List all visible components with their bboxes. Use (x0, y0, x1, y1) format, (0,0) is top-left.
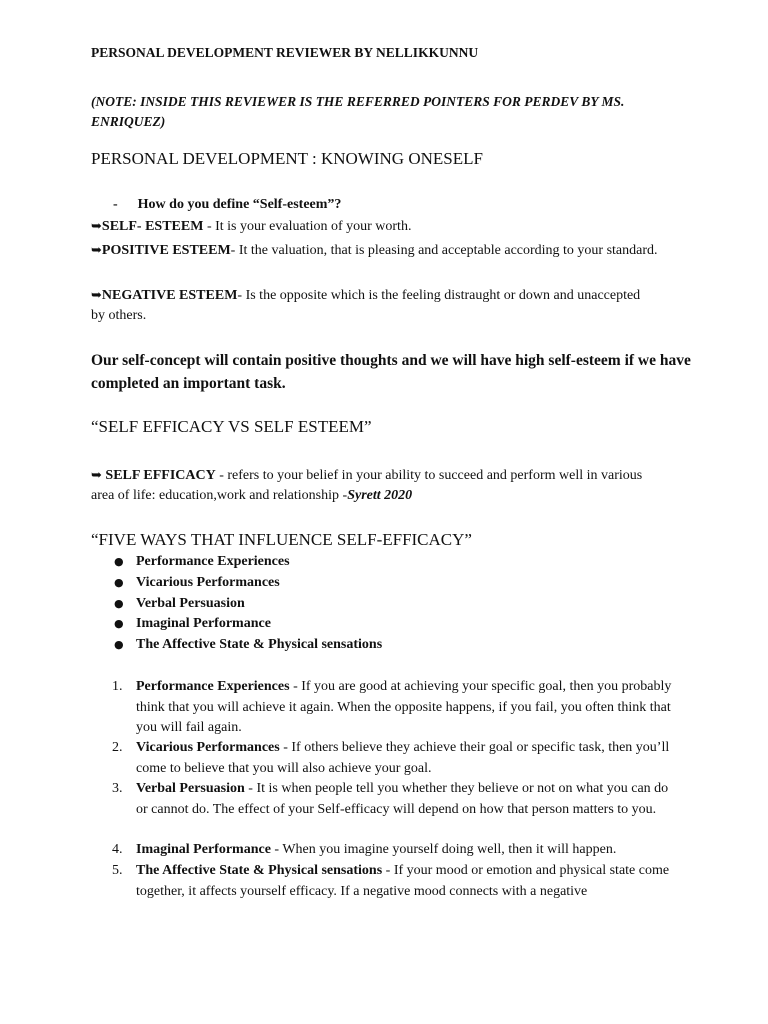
citation: Syrett 2020 (347, 488, 413, 503)
section-heading-knowing-oneself: PERSONAL DEVELOPMENT : KNOWING ONESELF (91, 149, 483, 168)
arrow-icon: ➥ (91, 243, 102, 258)
item-text: - If your mood or emotion and physical state come together, it affects yourself efficacy. If a negative mood connects with a negative (136, 863, 670, 899)
arrow-icon: ➥ (91, 288, 102, 303)
section-heading-five-ways: “FIVE WAYS THAT INFLUENCE SELF-EFFICACY” (91, 530, 472, 549)
definition-term: SELF- ESTEEM (101, 219, 204, 234)
definition-term: POSITIVE ESTEEM (101, 243, 231, 258)
bullet-icon: ● (114, 555, 124, 568)
item-text: - If you are good at achieving your specific goal, then you probably think that you will achieve it again. When the opposite happens, if you fail, you often think that you will fail again. (136, 679, 672, 735)
item-body (136, 677, 681, 739)
item-body (136, 779, 681, 820)
definition-self-efficacy (91, 466, 661, 506)
item-text: - It is when people tell you whether they believe or not on what you can do or cannot do. The effect of your Self-efficacy will depend on how that person matters to you. (136, 781, 669, 817)
definition-text: - Is the opposite which is the feeling distraught or down and unaccepted by others. (91, 288, 641, 323)
question-text: How do you define “Self-esteem”? (137, 197, 342, 212)
bullet-icon: ● (114, 617, 124, 631)
bullet-icon: ● (114, 638, 124, 652)
list-item: ● Performance Experiences (136, 552, 382, 573)
definition-text: - It is your evaluation of your worth. (203, 219, 412, 234)
item-body (136, 840, 681, 861)
list-item: ● Imaginal Performance (136, 614, 382, 635)
reviewer-note: (NOTE: INSIDE THIS REVIEWER IS THE REFERRED POINTERS FOR PERDEV BY MS. ENRIQUEZ) (91, 94, 625, 129)
document-title: PERSONAL DEVELOPMENT REVIEWER BY NELLIKKUNNU (91, 45, 479, 60)
arrow-icon: ➥ (91, 468, 102, 483)
item-number: 3. (112, 781, 123, 796)
arrow-icon: ➥ (91, 219, 102, 234)
definition-positive-esteem (91, 241, 671, 261)
definition-text: - It the valuation, that is pleasing and acceptable according to your standard. (230, 243, 658, 258)
item-number: 4. (112, 842, 123, 857)
question-dash: - (113, 197, 118, 212)
self-concept-statement: Our self-concept will contain positive thoughts and we will have high self-esteem if we have completed an important task. (91, 352, 691, 392)
item-number: 1. (112, 679, 123, 694)
definition-self-esteem (91, 217, 411, 237)
item-body (136, 861, 681, 902)
section-heading-efficacy-vs-esteem: “SELF EFFICACY VS SELF ESTEEM” (91, 417, 372, 436)
item-number: 2. (112, 740, 123, 755)
definition-text: - refers to your belief in your ability to succeed and perform well in various area of life: education,work and relationship - (91, 468, 643, 503)
definition-term: NEGATIVE ESTEEM (101, 288, 238, 303)
item-term: Imaginal Performance (136, 842, 271, 857)
list-item: ● Vicarious Performances (136, 573, 382, 594)
item-text: - If others believe they achieve their goal or specific task, then you’ll come to believe that you will also achieve your goal. (136, 740, 670, 776)
question-line (113, 195, 341, 215)
bullet-icon: ● (114, 575, 124, 589)
definition-negative-esteem (91, 286, 651, 326)
item-body (136, 738, 681, 779)
five-ways-bullet-list (114, 552, 383, 656)
item-text: - When you imagine yourself doing well, then it will happen. (270, 842, 617, 857)
item-term: The Affective State & Physical sensations (136, 863, 383, 878)
item-term: Vicarious Performances (136, 740, 280, 755)
item-number: 5. (112, 863, 123, 878)
bullet-icon: ● (114, 596, 124, 610)
definition-term: SELF EFFICACY (105, 468, 216, 483)
list-item: ● Verbal Persuasion (136, 594, 382, 615)
item-term: Performance Experiences (136, 679, 290, 694)
item-term: Verbal Persuasion (136, 781, 245, 796)
list-item: ● The Affective State & Physical sensations (136, 635, 382, 656)
